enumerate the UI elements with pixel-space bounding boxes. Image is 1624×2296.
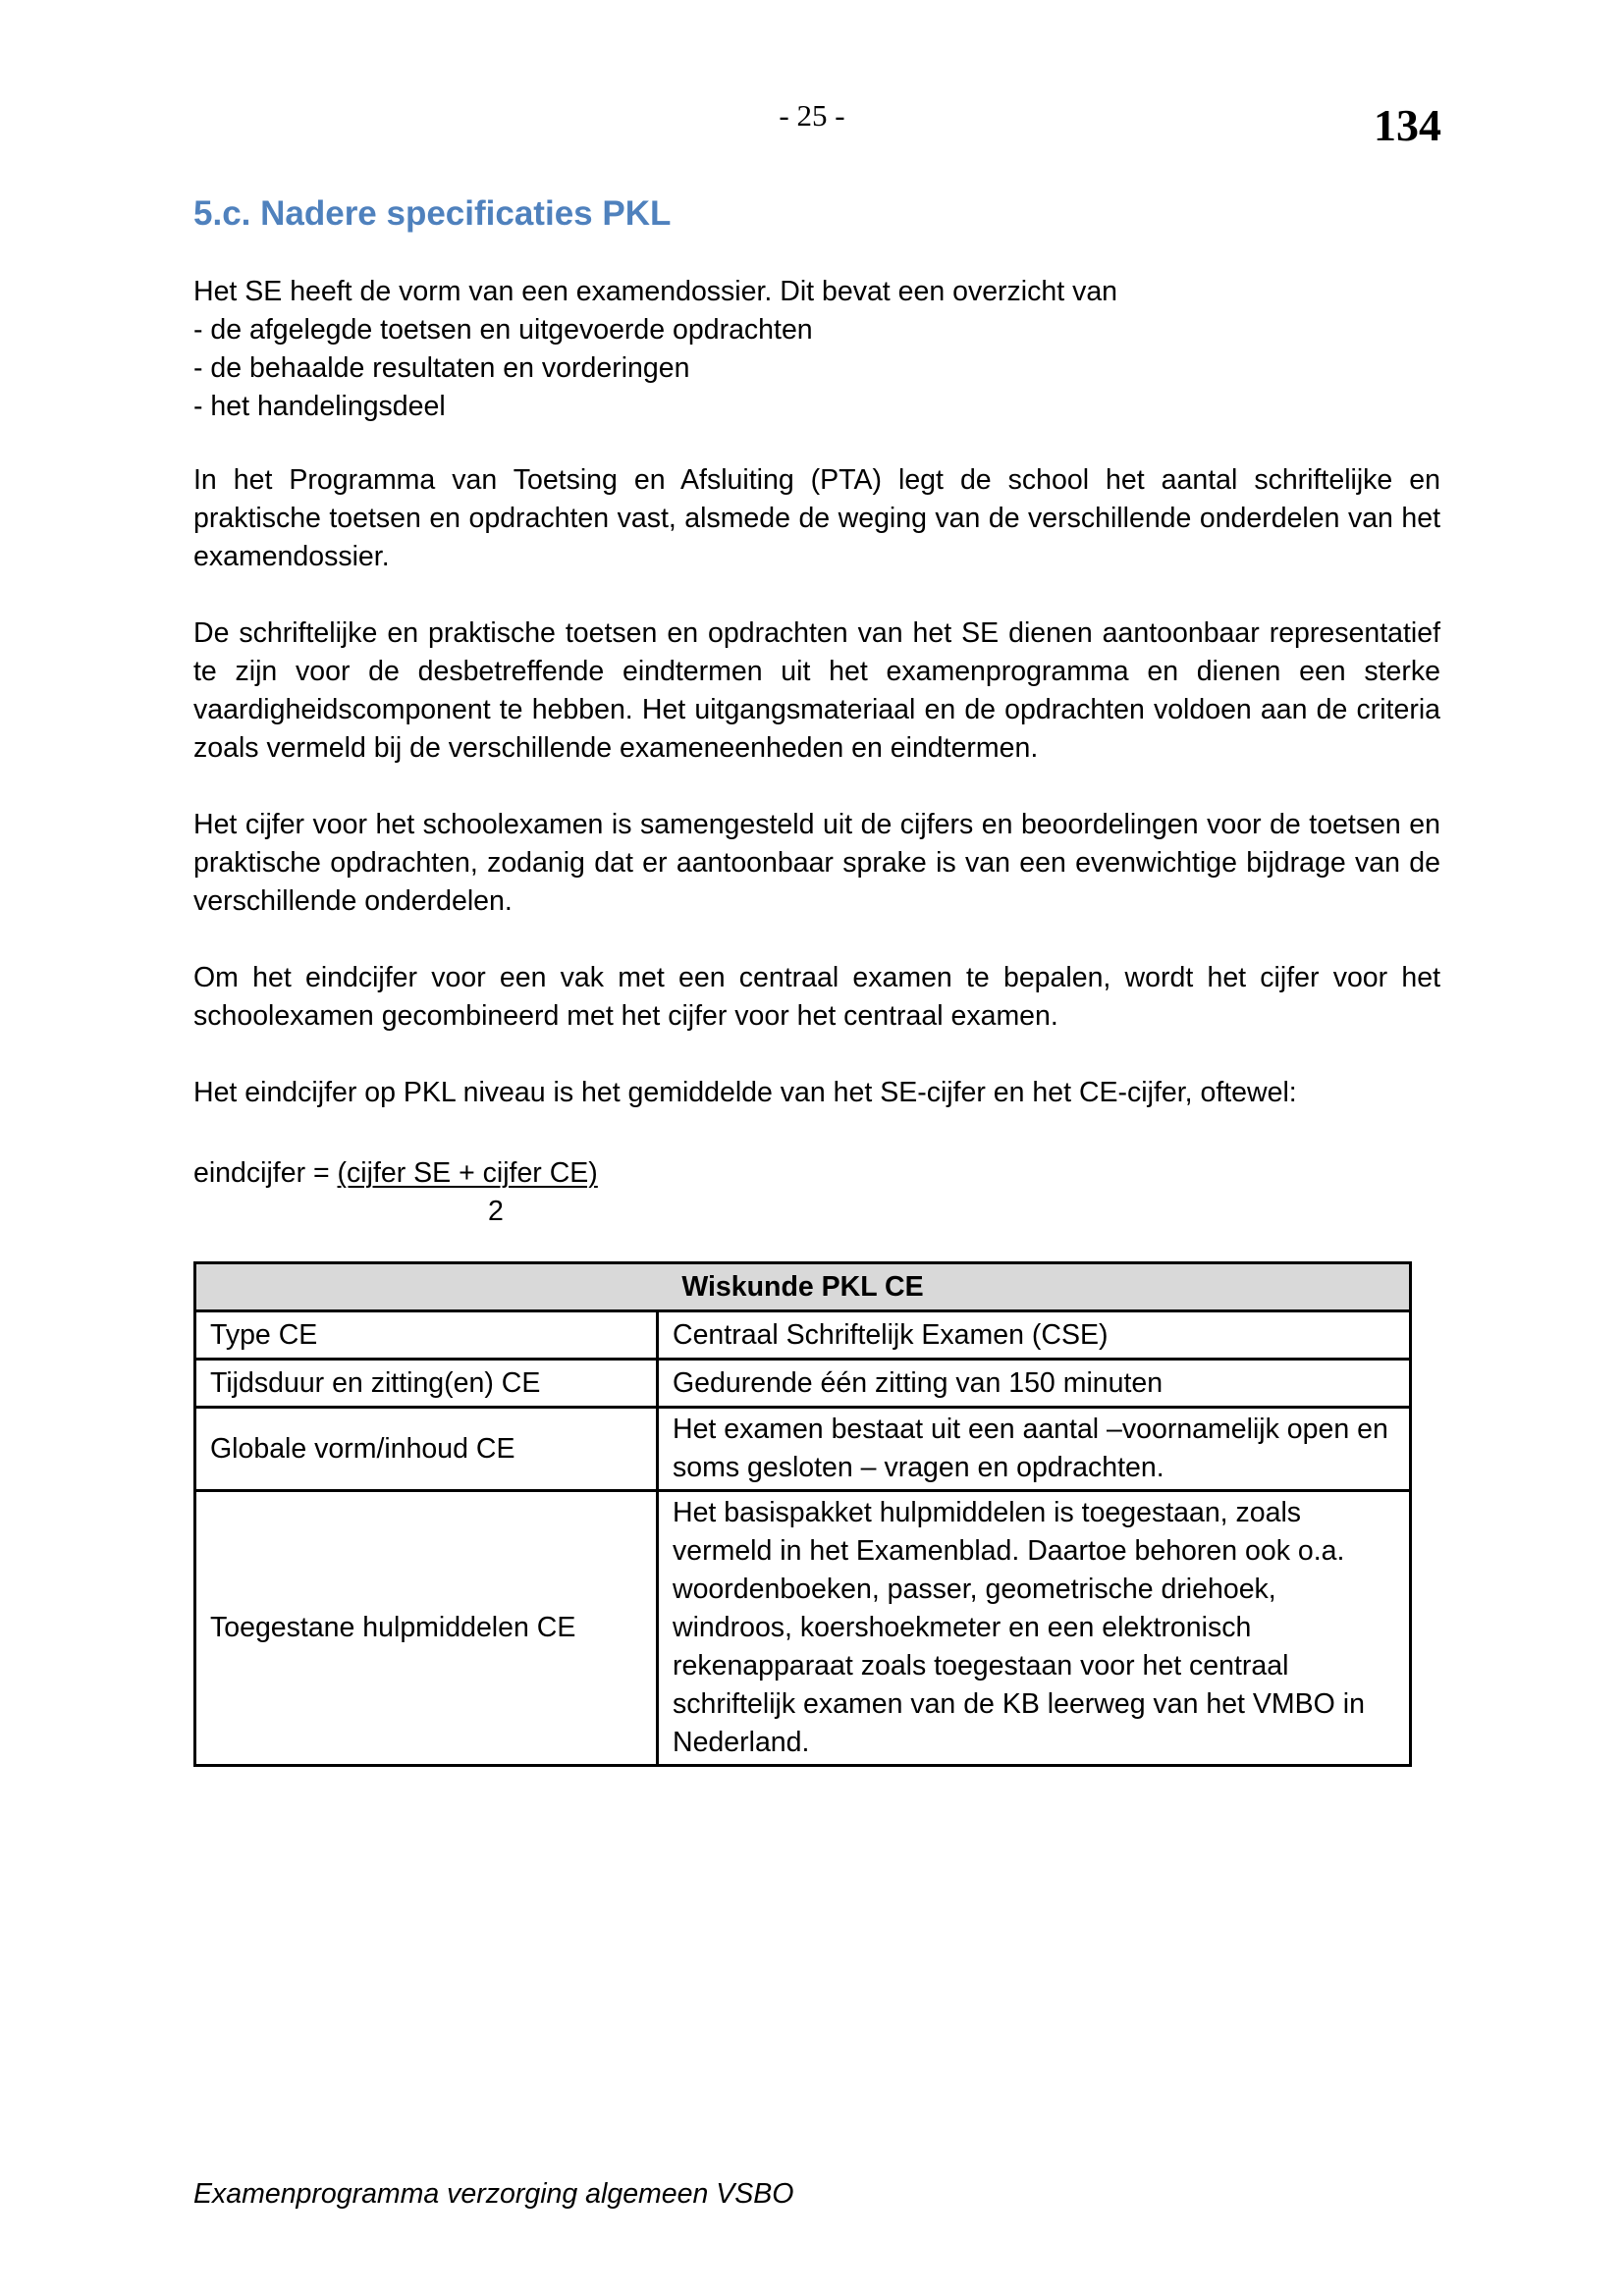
row-value: Het examen bestaat uit een aantal –voornamelijk open en soms gesloten – vragen en opdrachten. xyxy=(658,1408,1411,1491)
page-footer: Examenprogramma verzorging algemeen VSBO xyxy=(193,2178,794,2210)
row-label: Toegestane hulpmiddelen CE xyxy=(195,1491,658,1766)
paragraph-se-requirements: De schriftelijke en praktische toetsen en opdrachten van het SE dienen aantoonbaar representatief te zijn voor de desbetreffende eindtermen uit het examenprogramma en dienen een sterke vaardigheidscomponent te hebben. Het uitgangsmateriaal en de opdrachten voldoen aan de criteria zoals vermeld bij de verschillende exameneenheden en eindtermen. xyxy=(193,617,1440,764)
row-label: Type CE xyxy=(195,1311,658,1360)
row-value: Gedurende één zitting van 150 minuten xyxy=(658,1360,1411,1408)
table-row xyxy=(195,1491,1411,1766)
page-number-center: - 25 - xyxy=(779,98,845,133)
table-row xyxy=(195,1360,1411,1408)
grade-formula xyxy=(193,1154,598,1227)
list-item: - het handelingsdeel xyxy=(193,391,446,422)
intro-block xyxy=(193,273,1440,426)
formula-lhs: eindcijfer = xyxy=(193,1157,338,1189)
section-heading: 5.c. Nadere specificaties PKL xyxy=(193,194,672,233)
formula-numerator: (cijfer SE + cijfer CE) xyxy=(337,1157,598,1189)
table-title: Wiskunde PKL CE xyxy=(195,1263,1411,1311)
paragraph-pta: In het Programma van Toetsing en Afsluiting (PTA) legt de school het aantal schriftelijke en praktische toetsen en opdrachten vast, alsmede de weging van de verschillende onderdelen van het examendossier. xyxy=(193,464,1440,572)
table-row xyxy=(195,1408,1411,1491)
paragraph-final-grade: Om het eindcijfer voor een vak met een centraal examen te bepalen, wordt het cijfer voor het schoolexamen gecombineerd met het cijfer voor het centraal examen. xyxy=(193,962,1440,1032)
row-label: Globale vorm/inhoud CE xyxy=(195,1408,658,1491)
exam-spec-table xyxy=(193,1261,1412,1767)
row-label: Tijdsduur en zitting(en) CE xyxy=(195,1360,658,1408)
table-row xyxy=(195,1311,1411,1360)
table-header-row xyxy=(195,1263,1411,1311)
paragraph-pkl-average: Het eindcijfer op PKL niveau is het gemiddelde van het SE-cijfer en het CE-cijfer, oftewel: xyxy=(193,1077,1297,1108)
list-item: - de behaalde resultaten en vorderingen xyxy=(193,352,690,384)
formula-denominator: 2 xyxy=(488,1196,504,1227)
row-value: Het basispakket hulpmiddelen is toegestaan, zoals vermeld in het Examenblad. Daartoe behoren ook o.a. woordenboeken, passer, geometrische driehoek, windroos, koershoekmeter en een elektronisch rekenapparaat zoals toegestaan voor het centraal schriftelijk examen van de KB leerweg van het VMBO in Nederland. xyxy=(658,1491,1411,1766)
list-item: - de afgelegde toetsen en uitgevoerde opdrachten xyxy=(193,314,813,346)
intro-line: Het SE heeft de vorm van een examendossier. Dit bevat een overzicht van xyxy=(193,276,1118,307)
page-number-corner: 134 xyxy=(1374,100,1441,150)
row-value: Centraal Schriftelijk Examen (CSE) xyxy=(658,1311,1411,1360)
paragraph-se-grade: Het cijfer voor het schoolexamen is samengesteld uit de cijfers en beoordelingen voor de toetsen en praktische opdrachten, zodanig dat er aantoonbaar sprake is van een evenwichtige bijdrage van de verschillende onderdelen. xyxy=(193,809,1440,917)
